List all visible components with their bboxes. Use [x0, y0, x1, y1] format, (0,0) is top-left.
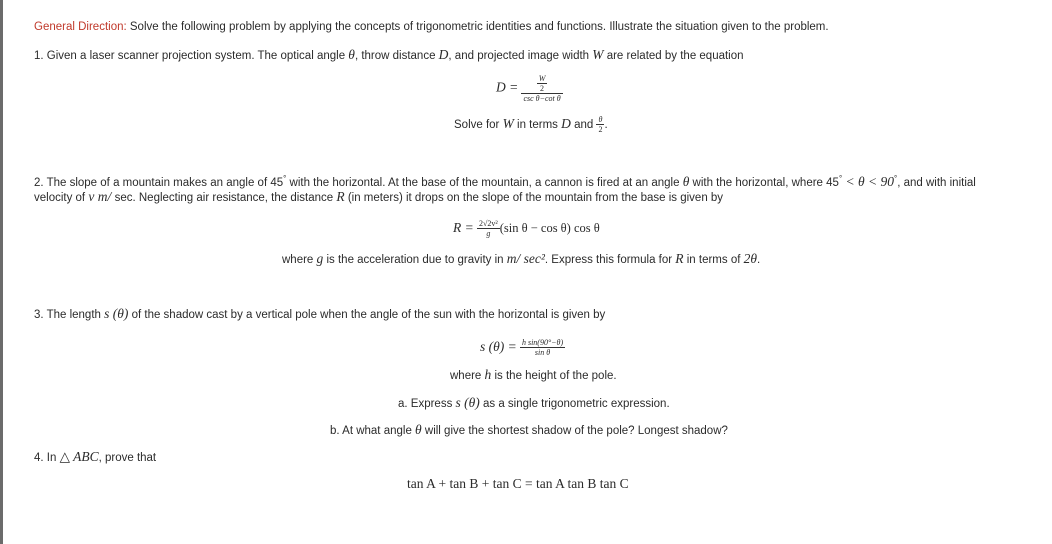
- problem-2-statement-line2: [34, 189, 723, 206]
- p3-text: 3. The length: [34, 309, 105, 321]
- p1-eq-numerator: [521, 74, 562, 93]
- p4-triangle: △ ABC: [59, 449, 99, 464]
- p2-text: sec. Neglecting air resistance, the distance: [114, 192, 337, 204]
- p1-eq-fraction: [521, 74, 562, 103]
- p1-solve-text: and: [570, 119, 597, 131]
- p2-eq-fraction: [477, 219, 500, 238]
- problem-2-equation: [453, 215, 600, 242]
- problem-3-equation: [480, 334, 565, 361]
- p3-s-theta: s (θ): [104, 306, 129, 321]
- p1-eq-denominator: csc θ−cot θ: [523, 94, 561, 103]
- p3-part-a-text: a. Express: [398, 398, 456, 410]
- p3-eq-denominator: sin θ: [520, 347, 565, 357]
- p1-text: , and projected image width: [448, 50, 593, 62]
- general-direction-label: General Direction:: [34, 21, 127, 33]
- problem-3-part-b: [330, 422, 728, 439]
- p3-part-a-s: s (θ): [455, 395, 480, 410]
- p3-where-text: where: [450, 370, 485, 382]
- p2-degree: °: [838, 174, 843, 183]
- p1-text: , throw distance: [354, 50, 439, 62]
- p2-velocity: v m/: [88, 189, 115, 204]
- problem-2-statement-line1: [34, 171, 976, 191]
- p2-text: velocity of: [34, 192, 89, 204]
- problem-1-equation: [496, 74, 563, 103]
- general-direction: [34, 20, 829, 35]
- p2-where-text: is the acceleration due to gravity in: [323, 254, 507, 266]
- problem-1-task: [454, 114, 608, 135]
- p2-R: R: [336, 189, 345, 204]
- p1-solve-text: in terms: [513, 119, 562, 131]
- p1-eq-W: W: [538, 74, 546, 83]
- problem-3-statement: [34, 306, 605, 323]
- p2-eq-numerator: 2√2v²: [478, 219, 498, 229]
- p3-text: of the shadow cast by a vertical pole when the angle of the sun with the horizontal is given by: [128, 309, 606, 321]
- p1-solve-text: .: [604, 119, 608, 131]
- p2-where-text: .: [757, 254, 761, 266]
- p2-where-text: in terms of: [683, 254, 744, 266]
- p2-text: , and with initial: [897, 176, 976, 189]
- p3-eq-lhs: s (θ) =: [480, 339, 517, 354]
- p2-two-theta: 2θ: [743, 251, 758, 266]
- problem-4-statement: [34, 449, 156, 466]
- p3-eq-fraction: [520, 338, 565, 357]
- problem-3-where: [450, 367, 617, 384]
- p1-text: 1. Given a laser scanner projection system. The optical angle: [34, 50, 349, 62]
- p3-part-b-text: b. At what angle: [330, 425, 416, 437]
- p2-text: with the horizontal, where 45: [689, 176, 839, 189]
- p3-part-b-theta: θ: [415, 422, 422, 437]
- p2-eq-denominator: g: [477, 228, 500, 238]
- p1-text: are related by the equation: [603, 50, 744, 62]
- problem-4-equation: [407, 476, 629, 493]
- p1-solve-W: W: [502, 116, 514, 131]
- p2-text: with the horizontal. At the base of the mountain, a cannon is fired at an angle: [286, 176, 683, 189]
- p4-identity: tan A + tan B + tan C = tan A tan B tan C: [407, 476, 629, 491]
- p2-where-text: . Express this formula for: [544, 254, 676, 266]
- problem-2-task: [282, 251, 760, 268]
- p4-text: , prove that: [98, 452, 157, 464]
- p4-text: 4. In: [34, 452, 60, 464]
- p3-h: h: [484, 367, 492, 382]
- p3-where-text: is the height of the pole.: [491, 370, 617, 382]
- p1-W: W: [592, 47, 604, 62]
- p2-inequality: < θ < 90: [842, 173, 894, 189]
- p1-theta: θ: [348, 47, 355, 62]
- p3-part-a-text: as a single trigonometric expression.: [479, 398, 670, 410]
- p1-eq-lhs: D =: [496, 79, 519, 95]
- p2-degree: °: [894, 174, 898, 183]
- p2-g: g: [316, 251, 324, 266]
- problem-3-part-a: [398, 395, 670, 412]
- p1-eq-2: 2: [537, 83, 548, 93]
- p1-eq-inner-fraction: [537, 74, 548, 93]
- p3-part-b-text: will give the shortest shadow of the pole? Longest shadow?: [421, 425, 728, 437]
- problem-1-statement: [34, 47, 744, 64]
- p2-text: (in meters) it drops on the slope of the mountain from the base is given by: [344, 192, 724, 204]
- p2-degree: °: [283, 174, 287, 183]
- p3-eq-numerator: h sin(90°−θ): [521, 338, 564, 348]
- p1-D: D: [438, 47, 449, 62]
- p1-solve-text: Solve for: [454, 119, 503, 131]
- general-direction-text: Solve the following problem by applying the concepts of trigonometric identities and functions. Illustrate the situation given to the problem.: [126, 21, 829, 33]
- p2-eq-lhs: R =: [453, 220, 474, 235]
- p2-unit: m/ sec²: [506, 251, 545, 266]
- p2-where-text: where: [282, 254, 317, 266]
- p2-text: 2. The slope of a mountain makes an angle of 45: [34, 176, 284, 189]
- p2-theta: θ: [682, 173, 690, 189]
- p1-solve-D: D: [561, 116, 571, 131]
- p2-eq-rhs: (sin θ − cos θ) cos θ: [499, 221, 600, 235]
- left-border: [0, 0, 3, 544]
- p1-half-den: 2: [598, 125, 603, 135]
- p2-where-R: R: [675, 251, 684, 266]
- p1-half-num: θ: [598, 115, 603, 125]
